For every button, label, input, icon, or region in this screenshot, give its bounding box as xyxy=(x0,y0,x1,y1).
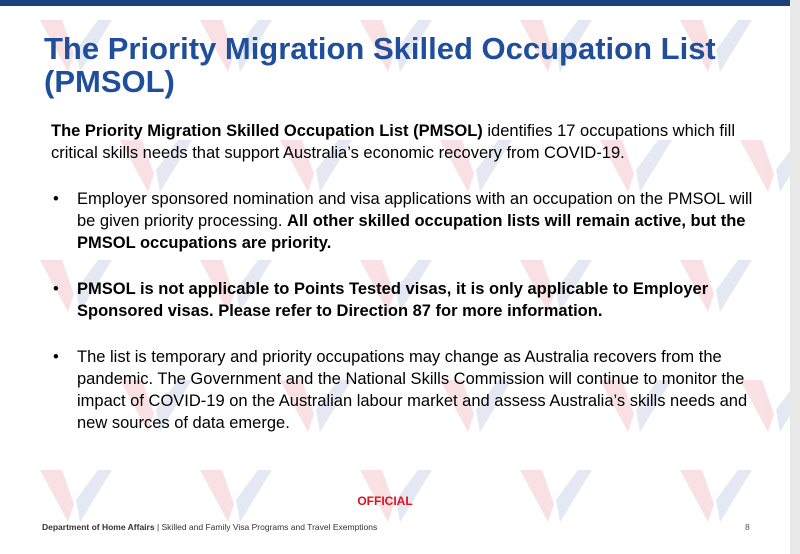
intro-bold: The Priority Migration Skilled Occupation List (PMSOL) xyxy=(51,122,483,140)
footer-separator: | xyxy=(154,522,162,532)
classification-label: OFFICIAL xyxy=(357,494,413,508)
intro-paragraph xyxy=(51,120,771,164)
bullet-item-priority-processing xyxy=(51,188,771,254)
footer xyxy=(42,522,377,532)
bullet-dot: • xyxy=(53,280,59,298)
bullet-bold-text: PMSOL is not applicable to Points Tested visas, it is only applicable to Employer Sponsored visas. Please refer to Direction 87 for more information. xyxy=(77,280,709,320)
page-title: The Priority Migration Skilled Occupation List (PMSOL) xyxy=(44,31,716,99)
top-bar xyxy=(0,0,800,6)
bullet-text: Employer sponsored nomination and visa applications with an occupation on the PMSOL will be given priority processing. xyxy=(77,190,753,230)
footer-program: Skilled and Family Visa Programs and Travel Exemptions xyxy=(161,522,378,532)
bullet-text: The list is temporary and priority occupations may change as Australia recovers from the pandemic. The Government and the National Skills Commission will continue to monitor the impact of COVID-19 on the Australian labour market and assess Australia’s skills needs and new sources of data emerge. xyxy=(77,348,748,432)
intro-text: identifies 17 occupations which fill critical skills needs that support Australia’s economic recovery from COVID-19. xyxy=(51,122,736,162)
window-edge xyxy=(790,0,800,554)
footer-department: Department of Home Affairs xyxy=(42,522,155,532)
slide-content xyxy=(51,120,771,458)
bullet-bold-text: All other skilled occupation lists will remain active, but the PMSOL occupations are priority. xyxy=(77,212,746,252)
bullet-dot: • xyxy=(53,190,59,208)
bullet-dot: • xyxy=(53,348,59,366)
page-number: 8 xyxy=(745,522,750,532)
bullet-item-temporary-list xyxy=(51,346,771,434)
bullet-list xyxy=(51,188,771,434)
bullet-item-not-applicable xyxy=(51,278,771,322)
